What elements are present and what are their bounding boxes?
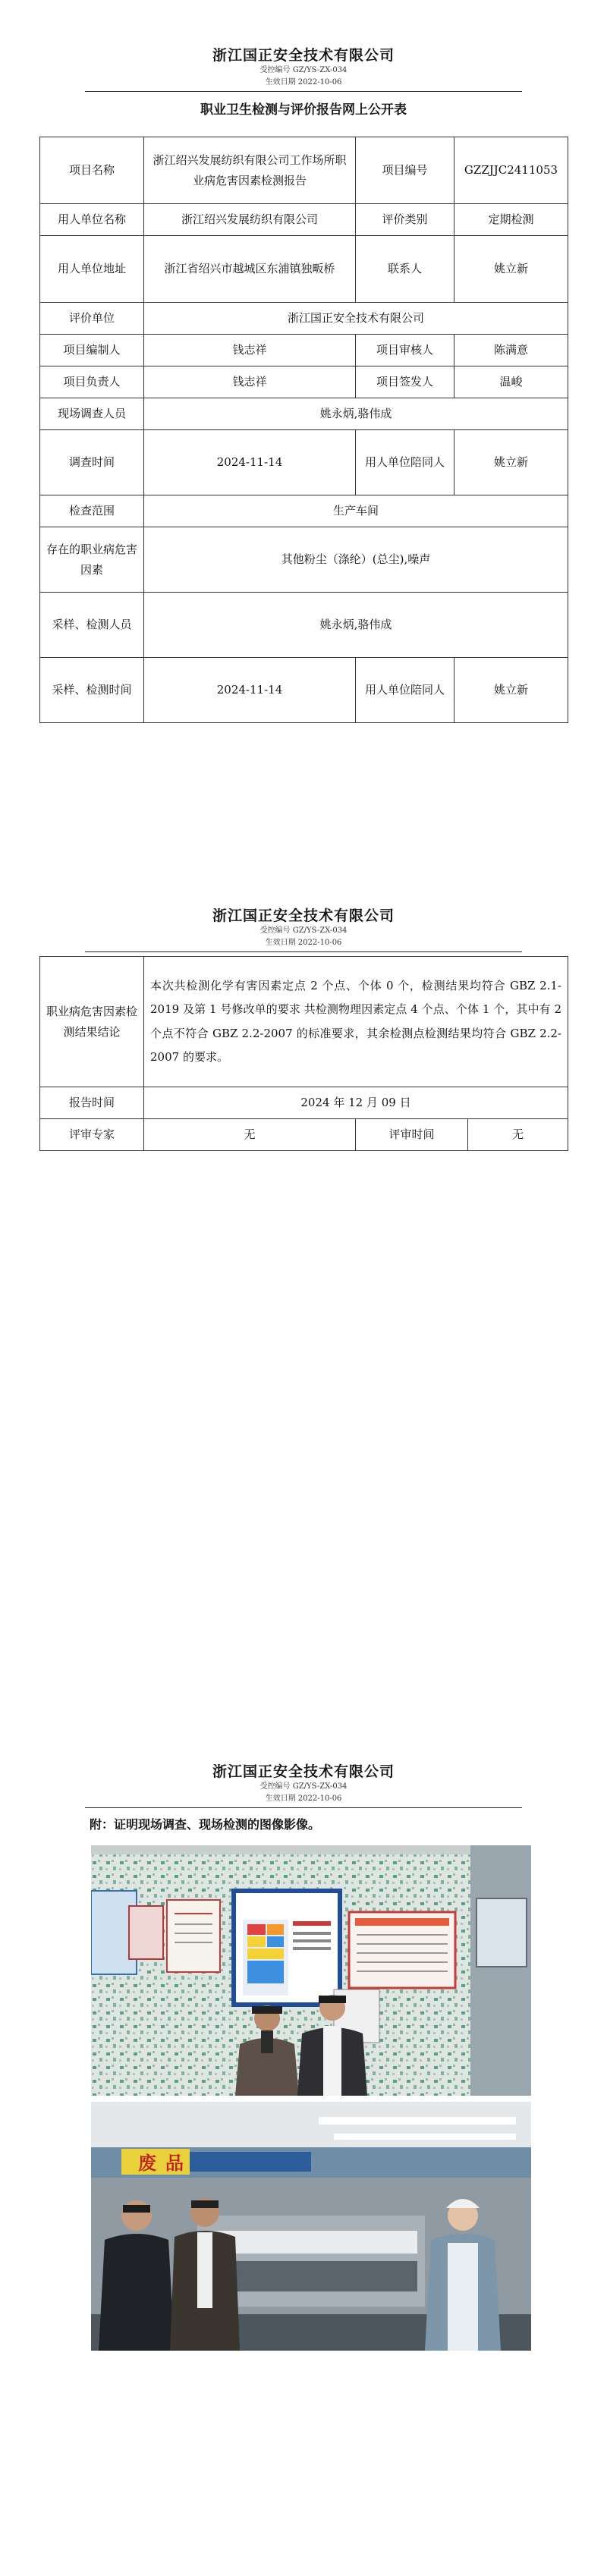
table-row [40, 137, 568, 204]
sample-time-value: 2024-11-14 [144, 658, 356, 723]
header-rule [85, 91, 522, 92]
contact-label: 联系人 [356, 236, 454, 303]
table-row [40, 593, 568, 658]
effective-date: 生效日期 2022-10-06 [265, 1794, 342, 1803]
surveyors-label: 现场调查人员 [40, 398, 144, 430]
hazards-label: 存在的职业病危害因素 [40, 527, 144, 593]
survey-time-value: 2024-11-14 [144, 430, 356, 495]
effective-date: 生效日期 2022-10-06 [265, 78, 342, 86]
waste-sign-text-2: 品 [165, 2153, 184, 2174]
samplers-value: 姚永炳,骆伟成 [144, 593, 568, 658]
page-2 [0, 857, 607, 1540]
page-3 [0, 1730, 607, 2572]
eval-unit-label: 评价单位 [40, 303, 144, 335]
form-number: 受控编号 GZ/YS-ZX-034 [259, 66, 348, 74]
surveyors-value: 姚永炳,骆伟成 [144, 398, 568, 430]
table-row [40, 1087, 568, 1119]
table-row [40, 236, 568, 303]
table-row [40, 658, 568, 723]
effective-date: 生效日期 2022-10-06 [265, 939, 342, 947]
leader-label: 项目负责人 [40, 366, 144, 398]
reviewer-value: 陈满意 [454, 335, 568, 366]
employer-label: 用人单位名称 [40, 204, 144, 236]
table-row [40, 430, 568, 495]
hazards-value: 其他粉尘（涤纶）(总尘),噪声 [144, 527, 568, 593]
header-rule [85, 1807, 522, 1808]
table-row [40, 303, 568, 335]
header-rule [85, 951, 522, 952]
accompany2-label: 用人单位陪同人 [356, 658, 454, 723]
scope-value: 生产车间 [144, 495, 568, 527]
site-detection-photo [91, 2102, 531, 2351]
report-time-value: 2024 年 12 月 09 日 [144, 1087, 568, 1119]
project-name-value: 浙江绍兴发展纺织有限公司工作场所职业病危害因素检测报告 [144, 137, 356, 204]
site-survey-photo-image [91, 1845, 531, 2096]
experts-label: 评审专家 [40, 1119, 144, 1151]
attachment-caption: 附：证明现场调查、现场检测的图像影像。 [90, 1817, 321, 1832]
project-name-label: 项目名称 [40, 137, 144, 204]
conclusion-table [39, 956, 568, 1151]
address-value: 浙江省绍兴市越城区东浦镇独畈桥 [144, 236, 356, 303]
waste-sign-text-1: 废 [138, 2153, 156, 2174]
accompany-label: 用人单位陪同人 [356, 430, 454, 495]
table-row [40, 335, 568, 366]
address-label: 用人单位地址 [40, 236, 144, 303]
document-title: 职业卫生检测与评价报告网上公开表 [200, 102, 407, 118]
review-time-label: 评审时间 [356, 1119, 468, 1151]
experts-value: 无 [144, 1119, 356, 1151]
employer-value: 浙江绍兴发展纺织有限公司 [144, 204, 356, 236]
table-row [40, 366, 568, 398]
issuer-value: 温峻 [454, 366, 568, 398]
company-title: 浙江国正安全技术有限公司 [212, 1763, 395, 1780]
conclusion-label: 职业病危害因素检测结果结论 [40, 957, 144, 1087]
form-number: 受控编号 GZ/YS-ZX-034 [259, 1782, 348, 1791]
site-detection-photo-image [91, 2102, 531, 2351]
table-row [40, 527, 568, 593]
accompany2-value: 姚立新 [454, 658, 568, 723]
table-row [40, 204, 568, 236]
eval-unit-value: 浙江国正安全技术有限公司 [144, 303, 568, 335]
disclosure-table [39, 137, 568, 723]
form-number: 受控编号 GZ/YS-ZX-034 [259, 926, 348, 935]
table-row [40, 398, 568, 430]
table-row [40, 957, 568, 1087]
conclusion-value: 本次共检测化学有害因素定点 2 个点、个体 0 个，检测结果均符合 GBZ 2.1-2019 及第 1 号修改单的要求 共检测物理因素定点 4 个点、个体 1 个，其中有 2 个点不符合 GBZ 2.2-2007 的标准要求，其余检测点检测结果均符合 GBZ 2.2-2007 的要求。 [144, 957, 568, 1087]
report-time-label: 报告时间 [40, 1087, 144, 1119]
table-row [40, 495, 568, 527]
survey-time-label: 调查时间 [40, 430, 144, 495]
scope-label: 检查范围 [40, 495, 144, 527]
review-time-value: 无 [468, 1119, 568, 1151]
company-title: 浙江国正安全技术有限公司 [212, 47, 395, 64]
accompany-value: 姚立新 [454, 430, 568, 495]
table-row [40, 1119, 568, 1151]
site-survey-photo [91, 1845, 531, 2096]
issuer-label: 项目签发人 [356, 366, 454, 398]
project-no-value: GZZJJC2411053 [454, 137, 568, 204]
eval-type-value: 定期检测 [454, 204, 568, 236]
sample-time-label: 采样、检测时间 [40, 658, 144, 723]
page-1 [0, 0, 607, 759]
compiler-label: 项目编制人 [40, 335, 144, 366]
reviewer-label: 项目审核人 [356, 335, 454, 366]
contact-value: 姚立新 [454, 236, 568, 303]
leader-value: 钱志祥 [144, 366, 356, 398]
samplers-label: 采样、检测人员 [40, 593, 144, 658]
company-title: 浙江国正安全技术有限公司 [212, 907, 395, 924]
project-no-label: 项目编号 [356, 137, 454, 204]
eval-type-label: 评价类别 [356, 204, 454, 236]
compiler-value: 钱志祥 [144, 335, 356, 366]
